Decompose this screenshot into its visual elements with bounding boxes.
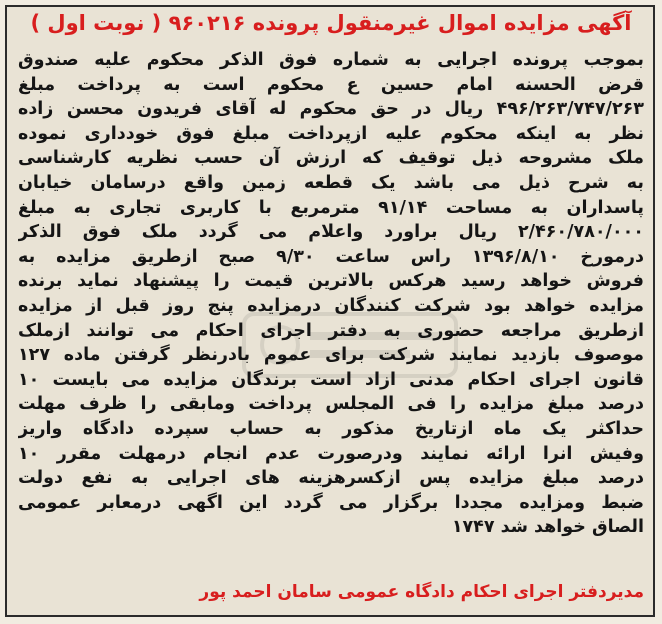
notice-line: وفیش انرا ارائه نمایند ودرصورت عدم انجام درمهلت مقرر ۱۰ bbox=[18, 443, 644, 464]
notice-line: موصوف بازدید نمایند شرکت برای عموم بادرنظر گرفتن ماده ۱۲۷ bbox=[18, 345, 644, 366]
notice-line: مزایده خواهد بود شرکت کنندگان درمزایده پنج روز قبل از مزایده bbox=[18, 295, 644, 316]
notice-line: فروش خواهد رسید هرکس بالاترین قیمت را پیشنهاد نماید برنده bbox=[18, 271, 644, 292]
notice-line: ۲/۴۶۰/۷۸۰/۰۰۰ ریال براورد واعلام می گردد ملک فوق الذکر bbox=[18, 222, 644, 243]
notice-line: حداکثر یک ماه ازتاریخ مذکور به حساب سپرده دادگاه واریز bbox=[18, 418, 644, 439]
notice-line: الصاق خواهد شد ۱۷۴۷ bbox=[451, 517, 644, 538]
notice-line: نظر به اینکه محکوم علیه ازپرداخت مبلغ فوق خودداری نموده bbox=[18, 123, 644, 144]
notice-title: آگهی مزایده اموال غیرمنقول پرونده ۹۶۰۲۱۶ ( نوبت اول ) bbox=[30, 11, 632, 35]
notice-signature: مدیردفتر اجرای احکام دادگاه عمومی سامان احمد پور bbox=[199, 582, 644, 602]
notice-line: بموجب پرونده اجرایی به شماره فوق الذکر محکوم علیه صندوق bbox=[18, 50, 644, 70]
notice-line: ۴۹۶/۲۶۳/۷۴۷/۲۶۳ ریال در حق محکوم له آقای فریدون محسن زاده bbox=[18, 99, 644, 120]
notice-line: درصد مبلغ مزایده را فی المجلس پرداخت ومابقی را ظرف مهلت bbox=[18, 394, 644, 415]
notice-line: ملک مشروحه ذیل توقیف که ارزش آن حسب نظریه کارشناسی bbox=[18, 148, 644, 169]
notice-line: درصد مبلغ مزایده پس ازکسرهزینه های اجرایی به نفع دولت bbox=[18, 468, 644, 489]
notice-line: به شرح ذیل می باشد یک قطعه زمین واقع درسامان خیابان bbox=[18, 172, 644, 193]
notice-line: ازطریق مراجعه حضوری به دفتر اجرای احکام می توانند ازملک bbox=[18, 320, 644, 341]
notice-line: درمورخ ۱۳۹۶/۸/۱۰ راس ساعت ۹/۳۰ صبح ازطریق مزایده به bbox=[18, 246, 644, 267]
notice-line: قانون اجرای احکام مدنی ازاد است برندگان مزایده می بایست ۱۰ bbox=[18, 369, 644, 390]
notice-line: پاسداران به مساحت ۹۱/۱۴ مترمربع با کاربری تجاری به مبلغ bbox=[18, 197, 644, 218]
notice-line: ضبط ومزایده مجددا برگزار می گردد این اگهی درمعابر عمومی bbox=[18, 492, 644, 513]
notice-body bbox=[18, 48, 644, 540]
notice-line: قرض الحسنه امام حسین ع محکوم است به پرداخت مبلغ bbox=[18, 74, 644, 95]
